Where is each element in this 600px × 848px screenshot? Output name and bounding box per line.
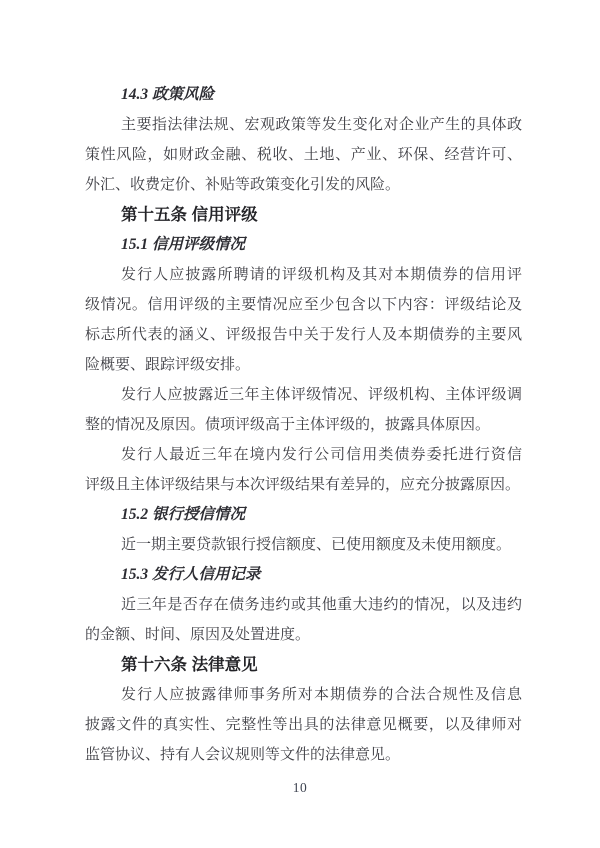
paragraph-line: 级情况。信用评级的主要情况应至少包含以下内容：评级结论及 [85, 297, 522, 313]
section-heading: 第十五条 信用评级 [121, 206, 258, 224]
sub-section-heading: 15.2 银行授信情况 [121, 506, 246, 523]
document-body [85, 80, 522, 770]
paragraph-line: 评级且主体评级结果与本次评级结果有差异的，应充分披露原因。 [85, 477, 521, 493]
paragraph-line: 近一期主要贷款银行授信额度、已使用额度及未使用额度。 [121, 537, 512, 553]
paragraph-line: 标志所代表的涵义、评级报告中关于发行人及本期债券的主要风 [85, 327, 522, 343]
paragraph-line: 外汇、收费定价、补贴等政策变化引发的风险。 [85, 177, 401, 193]
paragraph-line: 发行人应披露近三年主体评级情况、评级机构、主体评级调 [121, 387, 522, 403]
paragraph-line: 主要指法律法规、宏观政策等发生变化对企业产生的具体政 [121, 117, 522, 133]
sub-section-heading: 14.3 政策风险 [121, 86, 215, 103]
paragraph-line: 发行人最近三年在境内发行公司信用类债券委托进行资信 [121, 447, 522, 463]
page-number: 10 [292, 780, 308, 795]
paragraph-line: 发行人应披露律师事务所对本期债券的合法合规性及信息 [121, 687, 522, 703]
paragraph-line: 的金额、时间、原因及处置进度。 [85, 627, 311, 643]
paragraph-line: 策性风险，如财政金融、税收、土地、产业、环保、经营许可、 [85, 147, 522, 163]
sub-section-heading: 15.1 信用评级情况 [121, 236, 246, 253]
page-footer [0, 779, 600, 797]
paragraph-line: 发行人应披露所聘请的评级机构及其对本期债券的信用评 [121, 267, 522, 283]
paragraph-line: 监管协议、持有人会议规则等文件的法律意见。 [85, 747, 401, 763]
section-heading: 第十六条 法律意见 [121, 656, 258, 674]
paragraph-line: 近三年是否存在债务违约或其他重大违约的情况，以及违约 [121, 597, 522, 613]
paragraph-line: 险概要、跟踪评级安排。 [85, 357, 251, 373]
paragraph-line: 整的情况及原因。债项评级高于主体评级的，披露具体原因。 [85, 417, 491, 433]
sub-section-heading: 15.3 发行人信用记录 [121, 566, 261, 583]
paragraph-line: 披露文件的真实性、完整性等出具的法律意见概要，以及律师对 [85, 717, 522, 733]
